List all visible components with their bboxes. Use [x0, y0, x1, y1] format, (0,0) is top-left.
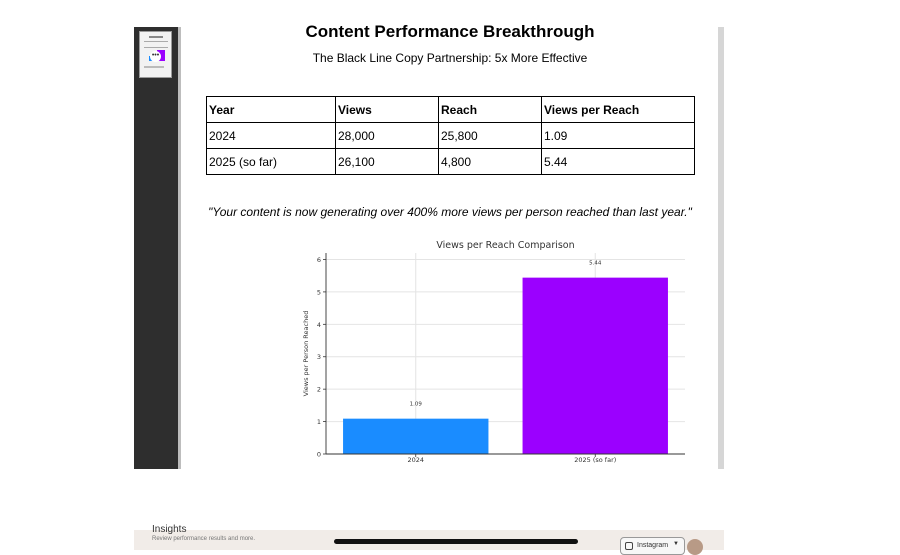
y-tick-label: 4	[316, 320, 321, 329]
document-subtitle: The Black Line Copy Partnership: 5x More Effective	[312, 51, 588, 65]
y-tick-label: 2	[316, 385, 321, 394]
table-header: Reach	[439, 97, 542, 123]
views-per-reach-chart	[251, 236, 651, 468]
table-header: Views per Reach	[542, 97, 695, 123]
y-axis-label: Views per Person Reached	[302, 310, 310, 397]
y-tick-label: 3	[316, 353, 321, 362]
table-header-row	[207, 97, 695, 123]
insights-title: Insights	[152, 524, 187, 535]
page-thumbnail-icon[interactable]	[139, 31, 172, 78]
document-page	[181, 22, 718, 469]
insights-subtitle: Review performance results and more.	[152, 536, 256, 542]
document-title: Content Performance Breakthrough	[305, 22, 595, 41]
account-label: Instagram	[637, 542, 669, 549]
table-cell: 25,800	[439, 123, 542, 149]
data-label: 1.09	[409, 401, 422, 408]
x-tick-label: 2025 (so far)	[574, 456, 617, 464]
table-cell: 2025 (so far)	[207, 149, 336, 175]
document-viewer	[134, 22, 724, 469]
scrollbar[interactable]	[718, 27, 724, 469]
table-header: Year	[207, 97, 336, 123]
table-header: Views	[336, 97, 439, 123]
performance-table	[206, 96, 695, 175]
table-cell: 28,000	[336, 123, 439, 149]
y-tick-label: 5	[316, 288, 321, 297]
table-cell: 1.09	[542, 123, 695, 149]
table-cell: 4,800	[439, 149, 542, 175]
thumbnail-sidebar	[134, 27, 178, 469]
table-cell: 26,100	[336, 149, 439, 175]
table-row	[207, 149, 695, 175]
table-cell: 5.44	[542, 149, 695, 175]
avatar[interactable]	[687, 539, 703, 555]
x-tick-label: 2024	[407, 456, 425, 464]
chevron-down-icon: ▼	[673, 541, 679, 547]
more-dots-icon[interactable]: •••	[150, 51, 161, 62]
insights-panel-peek	[134, 524, 724, 550]
table-cell: 2024	[207, 123, 336, 149]
y-tick-label: 0	[316, 450, 321, 459]
chart-title: Views per Reach Comparison	[436, 240, 575, 251]
instagram-icon	[625, 542, 633, 550]
data-label: 5.44	[589, 260, 602, 267]
y-tick-label: 1	[316, 418, 321, 427]
bar	[343, 419, 488, 454]
quote-text: "Your content is now generating over 400% more views per person reached than last year."	[208, 205, 692, 219]
account-selector[interactable]	[620, 537, 685, 555]
home-indicator[interactable]	[334, 539, 578, 544]
bar	[523, 278, 668, 454]
table-row	[207, 123, 695, 149]
y-tick-label: 6	[316, 255, 321, 264]
